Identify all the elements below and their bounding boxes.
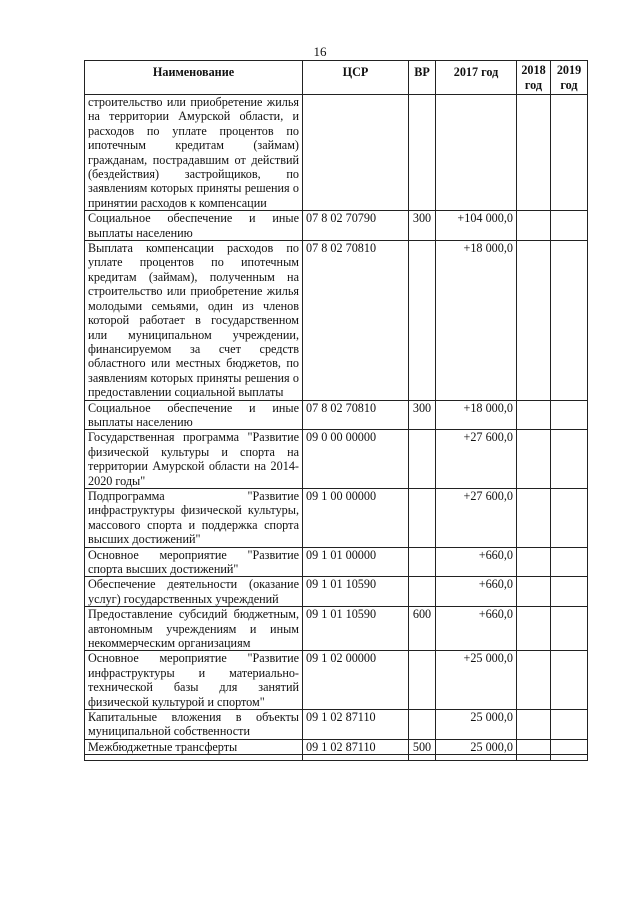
row-2017: 25 000,0 [436,739,517,754]
table-row [85,430,588,489]
table-row [85,488,588,547]
table-row [85,95,588,211]
row-csr: 09 1 00 00000 [303,488,409,547]
row-name: строительство или приобретение жилья на территории Амурской области, и расходов по уплате процентов по ипотечным кредитам (займам) гражданам, пострадавшим от действий (бездействия) застройщиков, по заявлениям которых приняты решения о принятии расходов к компенсации [85,95,303,211]
row-2019 [551,95,588,211]
header-2019: 2019 год [551,61,588,95]
table-row [85,710,588,740]
row-2018 [517,710,551,740]
row-2019 [551,430,588,489]
row-csr [303,95,409,211]
row-2018 [517,400,551,430]
row-2018 [517,651,551,710]
row-csr: 09 1 02 00000 [303,651,409,710]
cut-cell [303,755,409,761]
row-2017: +660,0 [436,547,517,577]
row-2018 [517,547,551,577]
row-2018 [517,488,551,547]
row-csr: 09 1 01 10590 [303,577,409,607]
row-2019 [551,488,588,547]
table-header-row [85,61,588,95]
row-vr [409,430,436,489]
row-2017: +25 000,0 [436,651,517,710]
row-name: Обеспечение деятельности (оказание услуг) государственных учреждений [85,577,303,607]
row-vr [409,651,436,710]
row-csr: 07 8 02 70810 [303,241,409,400]
row-2019 [551,211,588,241]
row-2018 [517,607,551,651]
cut-cell [551,755,588,761]
row-csr: 09 1 01 00000 [303,547,409,577]
header-2017: 2017 год [436,61,517,95]
cut-cell [409,755,436,761]
table-row [85,241,588,400]
header-vr: ВР [409,61,436,95]
row-2018 [517,95,551,211]
row-csr: 07 8 02 70810 [303,400,409,430]
table-row [85,651,588,710]
row-name: Подпрограмма "Развитие инфраструктуры физической культуры, массового спорта и поддержка спорта высших достижений" [85,488,303,547]
row-vr [409,95,436,211]
row-2019 [551,241,588,400]
row-name: Социальное обеспечение и иные выплаты населению [85,211,303,241]
budget-table [84,60,588,761]
row-2018 [517,739,551,754]
row-vr [409,488,436,547]
row-2018 [517,430,551,489]
row-name: Социальное обеспечение и иные выплаты населению [85,400,303,430]
row-name: Предоставление субсидий бюджетным, автономным учреждениям и иным некоммерческим организациям [85,607,303,651]
row-2017 [436,95,517,211]
row-vr [409,577,436,607]
row-name: Основное мероприятие "Развитие спорта высших достижений" [85,547,303,577]
row-csr: 09 1 02 87110 [303,710,409,740]
row-2017: 25 000,0 [436,710,517,740]
header-2018: 2018 год [517,61,551,95]
row-2017: +27 600,0 [436,488,517,547]
row-2019 [551,739,588,754]
table-row [85,607,588,651]
row-name: Основное мероприятие "Развитие инфраструктуры и материально-технической базы для занятий физической культурой и спортом" [85,651,303,710]
row-2019 [551,400,588,430]
row-vr [409,241,436,400]
row-csr: 09 1 02 87110 [303,739,409,754]
row-csr: 09 1 01 10590 [303,607,409,651]
row-2017: +104 000,0 [436,211,517,241]
row-vr: 300 [409,400,436,430]
row-vr: 300 [409,211,436,241]
row-2017: +18 000,0 [436,241,517,400]
page-number: 16 [313,44,327,59]
row-2019 [551,710,588,740]
row-2018 [517,211,551,241]
cut-cell [436,755,517,761]
cut-cell [85,755,303,761]
row-2019 [551,577,588,607]
header-name: Наименование [85,61,303,95]
row-vr [409,547,436,577]
row-2018 [517,241,551,400]
table-row-cut [85,755,588,761]
row-2017: +660,0 [436,607,517,651]
row-name: Выплата компенсации расходов по уплате процентов по ипотечным кредитам (займам), полученным на строительство или приобретение жилья молодыми семьями, один из членов которой работает в государственном или муниципальном учреждении, финансируемом за счет средств областного или местных бюджетов, по заявлениям которых приняты решения о предоставлении социальной выплаты [85,241,303,400]
row-2017: +18 000,0 [436,400,517,430]
table-row [85,211,588,241]
table-row [85,400,588,430]
header-csr: ЦСР [303,61,409,95]
row-csr: 07 8 02 70790 [303,211,409,241]
table-row [85,739,588,754]
row-2019 [551,651,588,710]
row-2019 [551,607,588,651]
table-row [85,577,588,607]
row-2018 [517,577,551,607]
row-vr [409,710,436,740]
row-2017: +27 600,0 [436,430,517,489]
table-row [85,547,588,577]
row-name: Капитальные вложения в объекты муниципальной собственности [85,710,303,740]
row-name: Государственная программа "Развитие физической культуры и спорта на территории Амурской области на 2014-2020 годы" [85,430,303,489]
row-vr: 500 [409,739,436,754]
row-name: Межбюджетные трансферты [85,739,303,754]
row-vr: 600 [409,607,436,651]
cut-cell [517,755,551,761]
row-2019 [551,547,588,577]
row-2017: +660,0 [436,577,517,607]
row-csr: 09 0 00 00000 [303,430,409,489]
